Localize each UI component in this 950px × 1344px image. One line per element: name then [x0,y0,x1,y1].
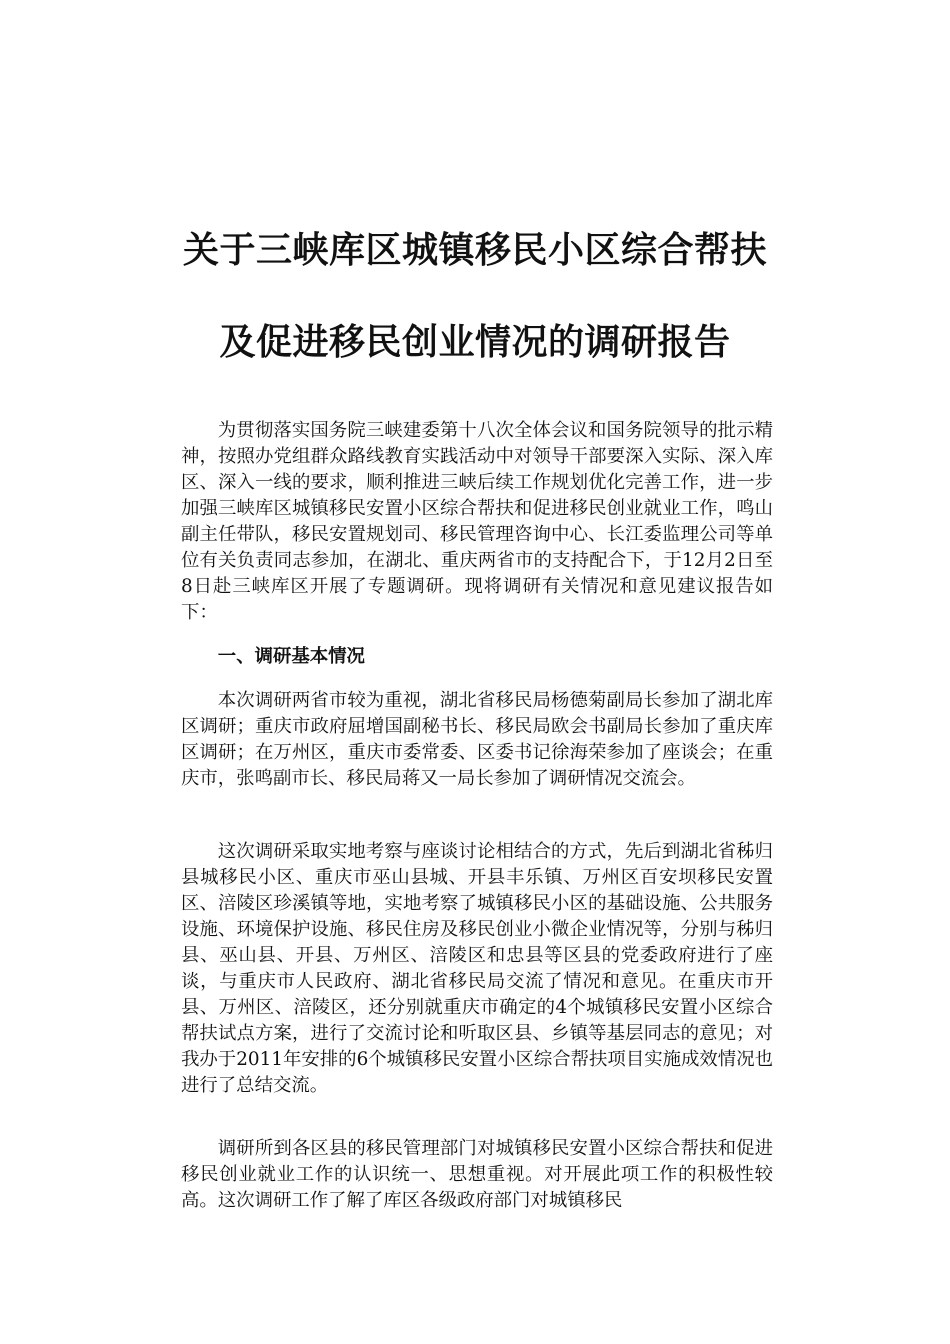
body-paragraph: 这次调研采取实地考察与座谈讨论相结合的方式，先后到湖北省秭归县城移民小区、重庆市巫山县城、开县丰乐镇、万州区百安坝移民安置区、涪陵区珍溪镇等地，实地考察了城镇移民小区的基础设施、公共服务设施、环境保护设施、移民住房及移民创业小微企业情况等，分别与秭归县、巫山县、开县、万州区、涪陵区和忠县等区县的党委政府进行了座谈，与重庆市人民政府、湖北省移民局交流了情况和意见。在重庆市开县、万州区、涪陵区，还分别就重庆市确定的4个城镇移民安置小区综合帮扶试点方案，进行了交流讨论和听取区县、乡镇等基层同志的意见；对我办于2011年安排的6个城镇移民安置小区综合帮扶项目实施成效情况也进行了总结交流。 [181,841,773,1096]
intro-paragraph: 为贯彻落实国务院三峡建委第十八次全体会议和国务院领导的批示精神，按照办党组群众路线教育实践活动中对领导干部要深入实际、深入库区、深入一线的要求，顺利推进三峡后续工作规划优化完善工作，进一步加强三峡库区城镇移民安置小区综合帮扶和促进移民创业就业工作，鸣山副主任带队，移民安置规划司、移民管理咨询中心、长江委监理公司等单位有关负责同志参加，在湖北、重庆两省市的支持配合下，于12月2日至8日赴三峡库区开展了专题调研。现将调研有关情况和意见建议报告如下： [181,420,773,623]
body-paragraph: 本次调研两省市较为重视，湖北省移民局杨德菊副局长参加了湖北库区调研；重庆市政府屈增国副秘书长、移民局欧会书副局长参加了重庆库区调研；在万州区，重庆市委常委、区委书记徐海荣参加了座谈会；在重庆市，张鸣副市长、移民局蒋又一局长参加了调研情况交流会。 [181,690,773,789]
report-title-line-1: 关于三峡库区城镇移民小区综合帮扶 [182,229,767,271]
report-title-line-2: 及促进移民创业情况的调研报告 [219,321,731,363]
body-paragraph: 调研所到各区县的移民管理部门对城镇移民安置小区综合帮扶和促进移民创业就业工作的认识统一、思想重视。对开展此项工作的积极性较高。这次调研工作了解了库区各级政府部门对城镇移民 [181,1138,773,1211]
section-heading: 一、调研基本情况 [217,646,365,667]
